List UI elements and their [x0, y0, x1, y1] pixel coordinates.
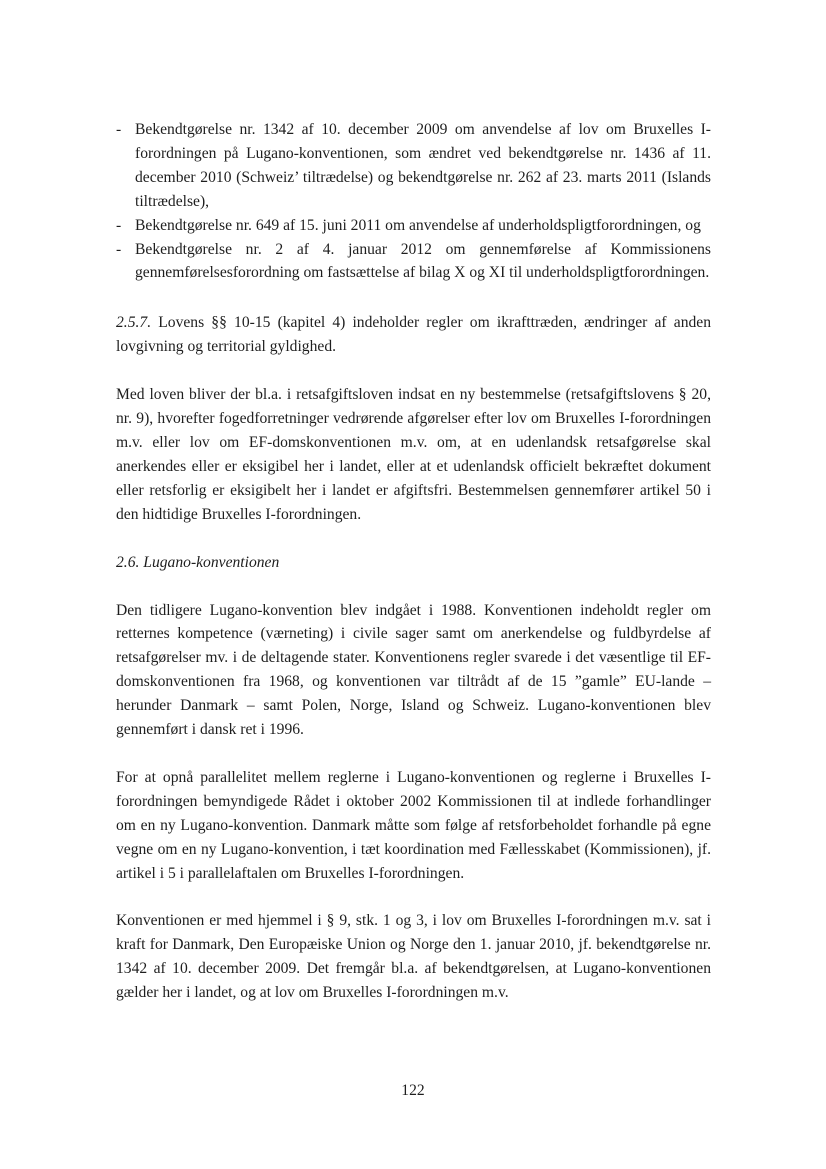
lugano-paragraph-2: For at opnå parallelitet mellem reglerne i Lugano-konventionen og reglerne i Bruxelles I-forordningen bemyndigede Rådet i oktober 2002 Kommissionen til at indlede forhandlinger om en ny Lugano-konvention. Danmark måtte som følge af retsforbeholdet forhandle på egne vegne om en ny Lugano-konvention, i tæt koordination med Fællesskabet (Kommissionen), jf. artikel i 5 i parallelaftalen om Bruxelles I-forordningen.: [116, 768, 711, 882]
bekendtgoerelse-list: [116, 118, 711, 285]
list-item: [116, 238, 711, 286]
lugano-paragraph-3: Konventionen er med hjemmel i § 9, stk. 1 og 3, i lov om Bruxelles I-forordningen m.v. sat i kraft for Danmark, Den Europæiske Union og Norge den 1. januar 2010, jf. bekendtgørelse nr. 1342 af 10. december 2009. Det fremgår bl.a. af bekendtgørelsen, at Lugano-konventionen gælder her i landet, og at lov om Bruxelles I-forordningen m.v.: [116, 912, 711, 1002]
retsafgift-paragraph: Med loven bliver der bl.a. i retsafgiftsloven indsat en ny bestemmelse (retsafgiftslovens § 20, nr. 9), hvorefter fogedforretninger vedrørende afgørelser efter lov om Bruxelles I-forordningen m.v. eller lov om EF-domskonventionen m.v. om, at en udenlandsk retsafgørelse skal anerkendes eller er eksigibel her i landet, eller at et udenlandsk officielt bekræftet dokument eller retsforlig er eksigibelt her i landet er afgiftsfri. Bestemmelsen gennemfører artikel 50 i den hidtidige Bruxelles I-forordningen.: [116, 386, 711, 523]
bullet-dash: -: [116, 240, 122, 258]
section-heading-2-6: 2.6. Lugano-konventionen: [116, 553, 280, 571]
bullet-dash: -: [116, 216, 122, 234]
document-page: [116, 118, 711, 1005]
section-number: 2.5.7.: [116, 314, 152, 332]
page-number: 122: [401, 1082, 425, 1099]
list-item-text: Bekendtgørelse nr. 2 af 4. januar 2012 om gennemførelse af Kommissionens gennemførelsesforordning om fastsættelse af bilag X og XI til underholdspligtforordningen.: [135, 240, 711, 282]
list-item: [116, 118, 711, 214]
list-item: [116, 214, 711, 238]
bullet-dash: -: [116, 121, 122, 138]
list-item-text: Bekendtgørelse nr. 649 af 15. juni 2011 om anvendelse af underholdspligtforordningen, og: [135, 216, 701, 234]
section-text: Lovens §§ 10-15 (kapitel 4) indeholder regler om ikrafttræden, ændringer af anden lovgivning og territorial gyldighed.: [116, 314, 712, 356]
list-item-text: Bekendtgørelse nr. 1342 af 10. december 2009 om anvendelse af lov om Bruxelles I-forordningen på Lugano-konventionen, som ændret ved bekendtgørelse nr. 1436 af 11. december 2010 (Schweiz’ tiltrædelse) og bekendtgørelse nr. 262 af 23. marts 2011 (Islands tiltrædelse),: [135, 121, 711, 210]
lugano-paragraph-1: Den tidligere Lugano-konvention blev indgået i 1988. Konventionen indeholdt regler om retternes kompetence (værneting) i civile sager samt om anerkendelse og fuldbyrdelse af retsafgørelser mv. i de deltagende stater. Konventionens regler svarede i det væsentlige til EF-domskonventionen fra 1968, og konventionen var tiltrådt af de 15 ”gamle” EU-lande – herunder Danmark – samt Polen, Norge, Island og Schweiz. Lugano-konventionen blev gennemført i dansk ret i 1996.: [116, 601, 711, 739]
section-2-5-7-paragraph: [116, 311, 711, 359]
